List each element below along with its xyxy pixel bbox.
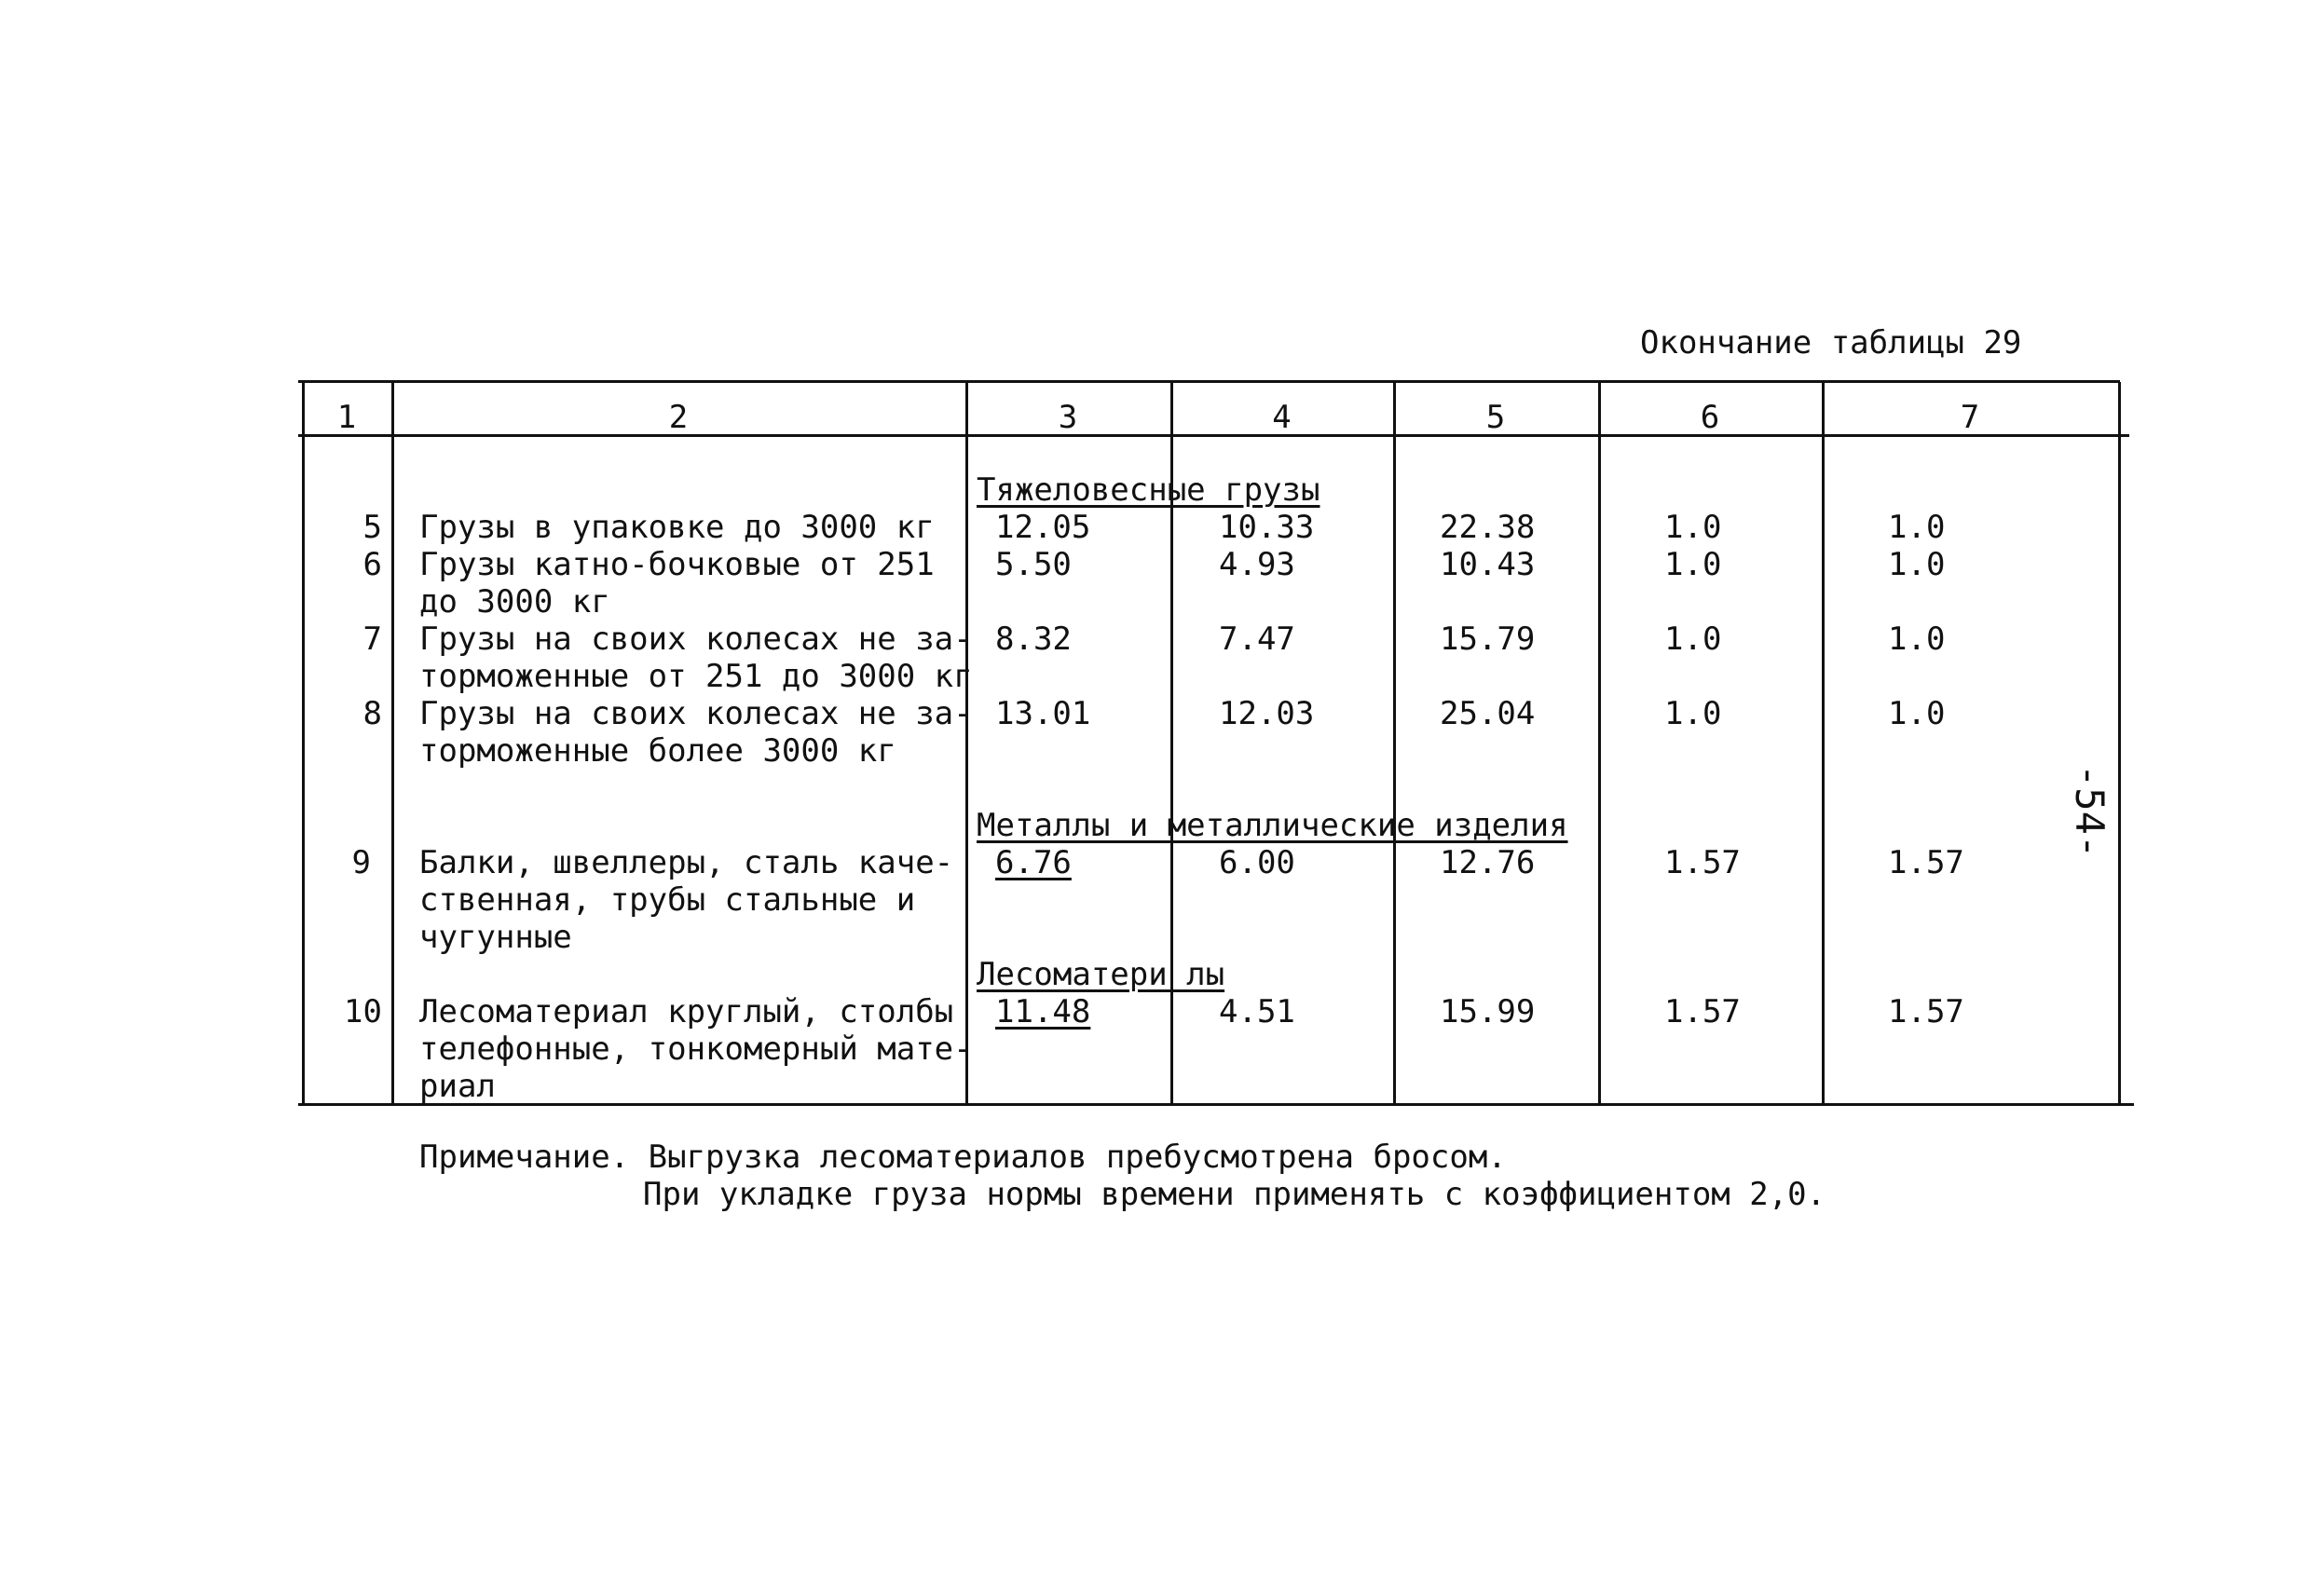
- cell-col7: 1.57: [1888, 993, 1964, 1030]
- cell-col5: 15.79: [1440, 621, 1536, 658]
- row-description: Грузы катно-бочковые от 251: [419, 546, 935, 583]
- cell-col6: 1.0: [1664, 546, 1722, 583]
- section-heading: Лесоматери лы: [977, 956, 1225, 993]
- cell-col7: 1.57: [1888, 844, 1964, 881]
- cell-col7: 1.0: [1888, 546, 1946, 583]
- cell-col6: 1.57: [1664, 844, 1741, 881]
- cell-col4: 10.33: [1219, 509, 1315, 546]
- column-header-5: 5: [1485, 399, 1506, 436]
- column-header-6: 6: [1700, 399, 1720, 436]
- cell-col6: 1.0: [1664, 621, 1722, 658]
- cell-col3: 11.48: [995, 993, 1091, 1030]
- column-header-3: 3: [1058, 399, 1078, 436]
- cell-col3: 12.05: [995, 509, 1091, 546]
- row-number: 7: [362, 621, 382, 658]
- table-caption: Окончание таблицы 29: [1640, 324, 2022, 361]
- table-top-border: [298, 380, 2120, 383]
- cell-col5: 22.38: [1440, 509, 1536, 546]
- row-number: 5: [362, 509, 382, 546]
- cell-col4: 4.51: [1219, 993, 1295, 1030]
- cell-col4: 12.03: [1219, 695, 1315, 732]
- cell-col4: 6.00: [1219, 844, 1295, 881]
- col-border-5: [1598, 382, 1601, 1105]
- col-border-4: [1393, 382, 1396, 1105]
- column-header-1: 1: [336, 399, 357, 436]
- row-number: 8: [362, 695, 382, 732]
- col-border-0: [302, 382, 305, 1105]
- row-description: Балки, швеллеры, сталь каче-: [419, 844, 954, 881]
- page-number: -54-: [2067, 764, 2113, 859]
- cell-col3: 13.01: [995, 695, 1091, 732]
- row-description: торможенные более 3000 кг: [419, 732, 896, 770]
- cell-col7: 1.0: [1888, 695, 1946, 732]
- cell-col7: 1.0: [1888, 621, 1946, 658]
- cell-col4: 7.47: [1219, 621, 1295, 658]
- cell-col5: 15.99: [1440, 993, 1536, 1030]
- cell-col3: 6.76: [995, 844, 1072, 881]
- col-border-1: [391, 382, 394, 1105]
- cell-col4: 4.93: [1219, 546, 1295, 583]
- row-description: Грузы на своих колесах не за-: [419, 621, 973, 658]
- column-header-2: 2: [668, 399, 689, 436]
- cell-col5: 12.76: [1440, 844, 1536, 881]
- cell-col5: 10.43: [1440, 546, 1536, 583]
- col-border-7: [2118, 382, 2121, 1105]
- section-heading: Металлы и металлические изделия: [977, 807, 1568, 844]
- row-description: Лесоматериал круглый, столбы: [419, 993, 954, 1030]
- row-description: торможенные от 251 до 3000 кг: [419, 658, 973, 695]
- cell-col5: 25.04: [1440, 695, 1536, 732]
- cell-col3: 8.32: [995, 621, 1072, 658]
- cell-col6: 1.0: [1664, 695, 1722, 732]
- row-number: 9: [351, 844, 371, 881]
- cell-col6: 1.0: [1664, 509, 1722, 546]
- cell-col3: 5.50: [995, 546, 1072, 583]
- row-description: Грузы на своих колесах не за-: [419, 695, 973, 732]
- table-bottom-border: [298, 1103, 2134, 1106]
- cell-col7: 1.0: [1888, 509, 1946, 546]
- row-description: до 3000 кг: [419, 583, 610, 621]
- row-description: риал: [419, 1068, 496, 1105]
- row-description: телефонные, тонкомерный мате-: [419, 1030, 973, 1068]
- row-number: 6: [362, 546, 382, 583]
- col-border-2: [965, 382, 968, 1105]
- col-border-6: [1822, 382, 1825, 1105]
- row-description: чугунные: [419, 919, 572, 956]
- note-line-1: Примечание. Выгрузка лесоматериалов пребусмотрена бросом.: [419, 1139, 1507, 1176]
- column-header-7: 7: [1960, 399, 1980, 436]
- section-heading: Тяжеловесные грузы: [977, 471, 1320, 509]
- column-header-4: 4: [1272, 399, 1292, 436]
- row-description: ственная, трубы стальные и: [419, 881, 916, 919]
- note-line-2: При укладке груза нормы времени применять с коэффициентом 2,0.: [643, 1176, 1826, 1213]
- cell-col6: 1.57: [1664, 993, 1741, 1030]
- row-description: Грузы в упаковке до 3000 кг: [419, 509, 935, 546]
- row-number: 10: [344, 993, 382, 1030]
